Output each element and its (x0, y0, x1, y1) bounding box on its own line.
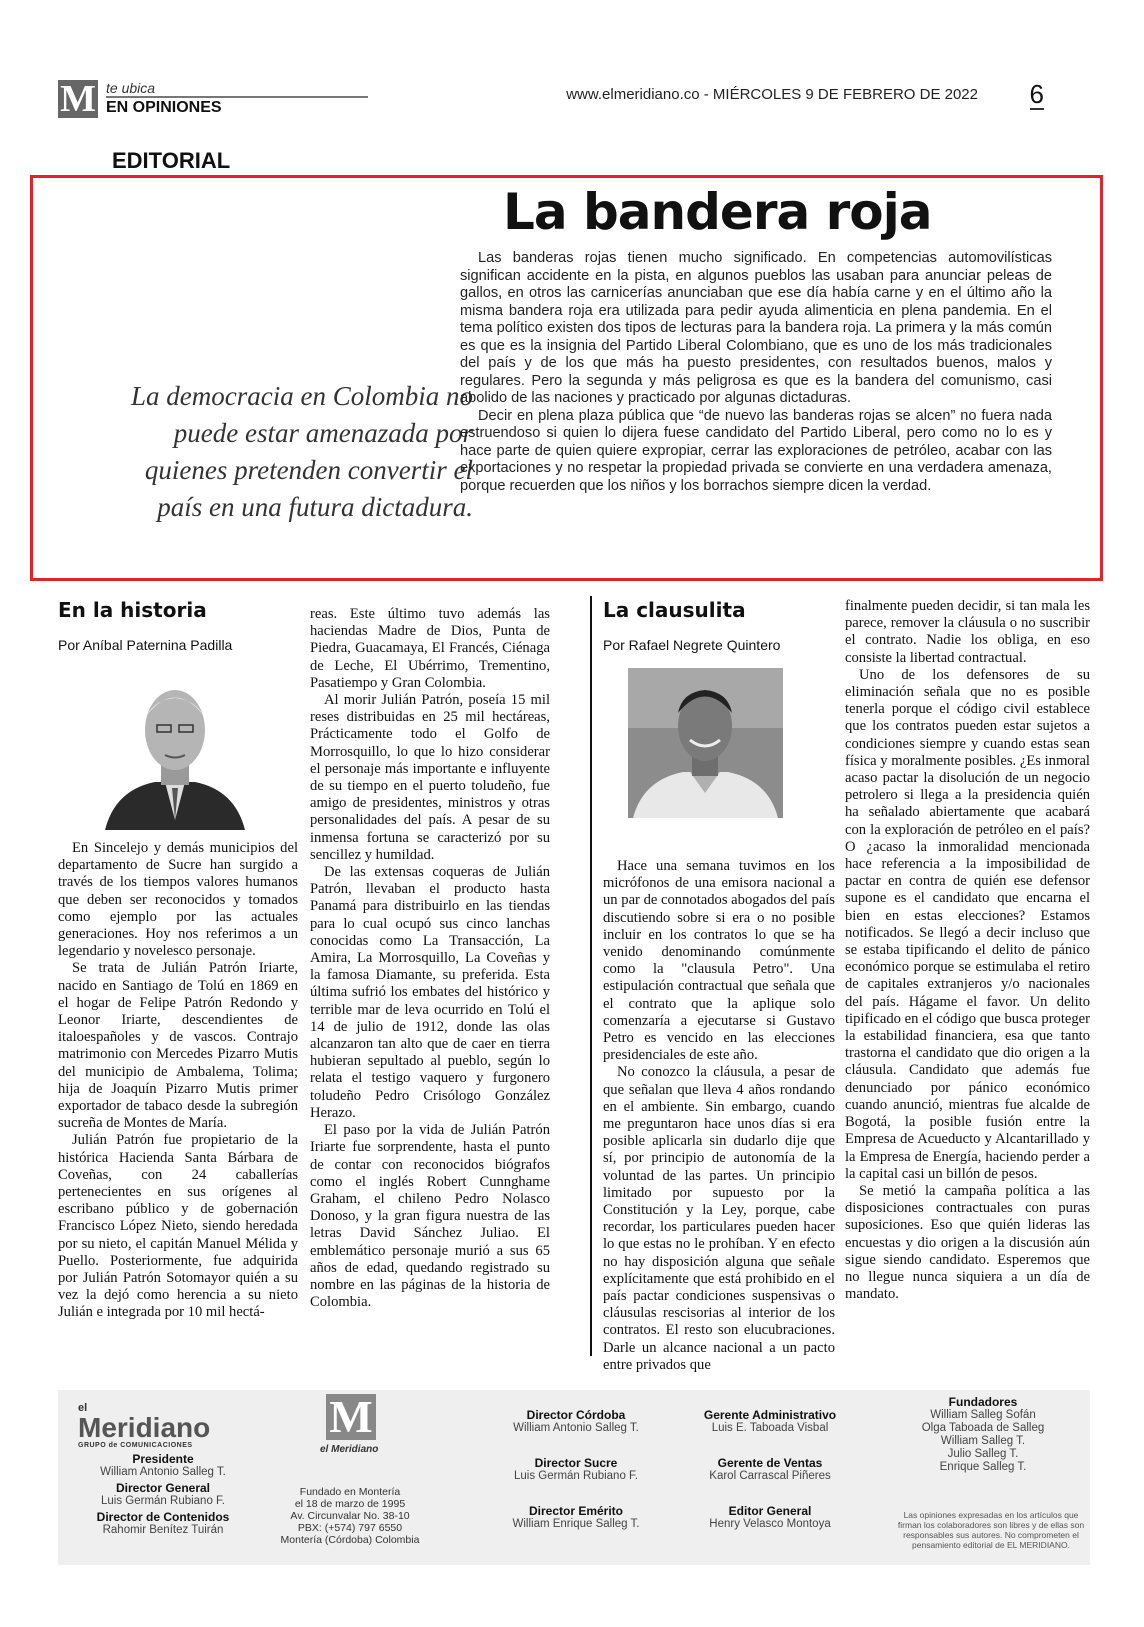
clausulita-paragraph: Se metió la campaña política a las disposiciones contractuales con puras suposiciones. Eso que quién lideras las encuestas y dio origen a la discusión aún sigue siendo candidato. Esperemos que no llegue nunca siquiera a un día de mandato. (845, 1182, 1090, 1303)
historia-paragraph: Se trata de Julián Patrón Iriarte, nacido en Santiago de Tolú en 1869 en el hogar de Felipe Patrón Redondo y Leonor Iriarte, descendientes de italoespañoles y de vascos. Contrajo matrimonio con Mercedes Pizarro Mutis del municipio de Ambalema, Tolima; hija de Joaquín Pizarro Mutis primer exportador de tabaco desde la subregión sucreña de Montes de María. (58, 960, 298, 1132)
clausulita-author-photo (628, 668, 783, 818)
founder-name: William Salleg Sofán (930, 1409, 1036, 1421)
founder-name: Julio Salleg T. (947, 1448, 1019, 1460)
historia-paragraph: El paso por la vida de Julián Patrón Iriarte fue sorprendente, hasta el punto de contar con reconocidos biógrafos como el inglés Robert Cunnghame Graham, el chileno Pedro Nolasco Donoso, y la gran figura nuestra de las letras David Sánchez Juliao. El emblemático personaje murió a sus 65 años de edad, quedando registrado su nombre en las páginas de la historia de Colombia. (310, 1122, 550, 1311)
founding-line: Av. Circunvalar No. 38-10 (290, 1510, 410, 1522)
clausulita-paragraph: finalmente pueden decidir, si tan mala les parece, remover la cláusula o no suscribir el contrato. Nadie los obliga, en eso consiste la libertad contractual. (845, 598, 1090, 666)
role-label: Gerente Administrativo (703, 1408, 837, 1422)
meridiano-logo: M (58, 80, 98, 118)
role-label: Editor General (728, 1504, 812, 1518)
editorial-pull-quote: La democracia en Colombia no puede estar amenazada por quienes pretenden convertir el país en una futura dictadura. (131, 381, 473, 522)
clausulita-column-2 (845, 598, 1090, 1303)
role-value: Luis Germán Rubiano F. (100, 1495, 225, 1507)
section-name: EN OPINIONES (106, 99, 222, 116)
historia-column-2 (310, 606, 550, 1311)
role-label: Director General (115, 1481, 211, 1495)
role-label: Presidente (132, 1452, 194, 1466)
brand-name: Meridiano (78, 1412, 211, 1443)
footer-left-roles (68, 1452, 258, 1539)
date-line: www.elmeridiano.co - MIÉRCOLES 9 DE FEBRERO DE 2022 (566, 86, 978, 103)
header-rule (106, 96, 368, 98)
role-value: Rahomir Benítez Tuirán (102, 1524, 224, 1536)
founder-name: Olga Taboada de Salleg (921, 1422, 1045, 1434)
historia-paragraph: reas. Este último tuvo además las haciendas Madre de Dios, Punta de Piedra, Guacamaya, El Francés, Ciénaga de Leche, El Ubérrimo, Trementino, Pasatiempo y Gran Colombia. (310, 606, 550, 691)
historia-title: En la historia (58, 598, 207, 622)
editorial-title: La bandera roja (503, 183, 932, 241)
founding-line: Fundado en Montería (299, 1486, 401, 1498)
historia-paragraph: Julián Patrón fue propietario de la histórica Hacienda Santa Bárbara de Coveñas, con 24 caballerías pertenecientes en sus orígenes al escribano público y de gobernación Francisco López Nieto, siendo heredada por su nieto, el capitán Manuel Mélida y Puello. Posteriormente, fue adquirida por Julián Patrón Sotomayor quién a su vez la dejó como herencia a su nieto Julián e integrada por 10 mil hectá- (58, 1132, 298, 1321)
clausulita-paragraph: No conozco la cláusula, a pesar de que señalan que lleva 4 años rondando en el ambiente. Sin embargo, cuando me preguntaron hace unos días si era posible aplicarla sin dudarlo dije que sí, por principio de autonomía de la voluntad de las partes. Un principio limitado por supuesto por la Constitución y la Ley, porque, cabe recordar, los particulares pueden hacer lo que estas no le prohíban. Y en efecto no hay disposición alguna que señale explícitamente que está prohibido en el país pactar condiciones suspensivas o cláusulas rescisorias al interior de los contratos. El resto son elucubraciones. Darle un alcance nacional a un pacto entre privados que (603, 1064, 835, 1373)
role-value: Karol Carrascal Piñeres (709, 1470, 831, 1482)
founding-line: Montería (Córdoba) Colombia (280, 1534, 420, 1546)
clausulita-paragraph: Uno de los defensores de su eliminación señala que no es posible tenerla porque el código civil establece que los contratos pueden estar sujetos a condiciones siempre y cuando estas sean física y moralmente posibles. ¿Es inmoral acaso pactar la disolución de un negocio petrolero si llega a la presidencia quién ha señalado abiertamente que acabará con la exploración de petróleo en el país? O ¿acaso la inmoralidad mencionada hace referencia a la imposibilidad de pactar en contra de quién ese defensor supone es el candidato que encarna el bien en estas elecciones? Estamos notificados. Se llegó a decir incluso que se estaba tipificando el delito de pánico económico porque se estimulaba el retiro de capitales extranjeros y/o nacionales del país. Hágame el favor. Un delito tipificado en el código que busca proteger la estabilidad financiera, esa que tanto trastorna el candidato que dio origen a la cláusula. Candidato que además fue denunciado por pánico económico cuando anunció, mientras fue alcalde de Bogotá, la posible fusión entre la Empresa de Acueducto y Alcantarillado y la Empresa de Energía, haciendo perder a la capital casi un billón de pesos. (845, 666, 1090, 1182)
clausulita-paragraph: Hace una semana tuvimos en los micrófonos de una emisora nacional a un par de connotados abogados del país discutiendo sobre si era o no posible incluir en los contratos lo que se ha venido denominando comúnmente como la "clausula Petro". Una estipulación contractual que señala que el contrato que la aplique solo comenzaría a ejecutarse si Gustavo Petro es vencido en las elecciones presidenciales de este año. (603, 858, 835, 1064)
clausulita-byline: Por Rafael Negrete Quintero (603, 637, 781, 653)
historia-column-1 (58, 840, 298, 1322)
clausulita-column-1 (603, 858, 835, 1374)
historia-paragraph: De las extensas coqueras de Julián Patrón, llevaban el producto hasta Panamá para distribuirlo en las tiendas para lo cual ocupó sus cinco lanchas conocidas como La Transacción, La Amira, La Morrosquillo, La Coveñas y la famosa Diamante, su preferida. Esta última sufrió los embates del histórico y terrible mar de leva ocurrido en Tolú el 14 de julio de 1912, donde las olas alcanzaron tan alto que de caer en tierra hubieran sepultado al pueblo, según lo relata el testigo vaquero y furgonero toludeño Pedro Crisólogo González Herazo. (310, 864, 550, 1121)
page-number: 6 (1029, 79, 1044, 109)
role-value: William Antonio Salleg T. (100, 1466, 226, 1478)
column-divider (590, 596, 592, 1356)
footer-right-roles (670, 1408, 870, 1533)
role-value: Luis E. Taboada Visbal (711, 1422, 829, 1434)
role-label: Director Emérito (528, 1504, 624, 1518)
role-label: Director Sucre (534, 1456, 618, 1470)
role-label: Gerente de Ventas (717, 1456, 823, 1470)
editorial-paragraph: Las banderas rojas tienen mucho significado. En competencias automovilísticas significan accidente en la pista, en algunos pueblos las usaban para anunciar peleas de gallos, en otros las carnicerías anunciaban que ese día había carne y en el último año la misma bandera roja era utilizada para pedir ayuda alimenticia en plena pandemia. En el tema político existen dos tipos de lecturas para la bandera roja. La primera y la más común es que es la insignia del Partido Liberal Colombiano, que es uno de los más tradicionales del país y de los que más ha puesto presidentes, con resultados buenos, malos y regulares. Pero la segunda y más peligrosa es que es la bandera del comunismo, casi abolido de las naciones y practicado por algunas dictaduras. (460, 250, 1052, 406)
founding-line: PBX: (+574) 797 6550 (297, 1522, 403, 1534)
founders-list (888, 1396, 1078, 1474)
role-value: Luis Germán Rubiano F. (513, 1470, 638, 1482)
meridiano-m-name: el Meridiano (320, 1444, 379, 1455)
founder-name: William Salleg T. (940, 1435, 1026, 1447)
role-value: William Antonio Salleg T. (513, 1422, 639, 1434)
founder-name: Enrique Salleg T. (939, 1461, 1027, 1473)
role-label: Director Córdoba (526, 1408, 626, 1422)
footer-mid-roles (476, 1408, 676, 1533)
editorial-box (30, 175, 1103, 581)
founders-label: Fundadores (948, 1395, 1018, 1409)
editorial-body (460, 250, 1052, 495)
brand-logo (78, 1402, 210, 1449)
editorial-paragraph: Decir en plena plaza pública que “de nuevo las banderas rojas se alcen” no fuera nada estruendoso si quien lo dijera fuese candidato del Partido Liberal, pero como no lo es y hace parte de quien quiere expropiar, cerrar las exploraciones de petróleo, acabar con las exportaciones y no respetar la propiedad privada se convierte en una verdadera amenaza, porque recuerden que los niños y los borrachos siempre dicen la verdad. (460, 407, 1052, 494)
page-header (58, 80, 1058, 120)
historia-paragraph: Al morir Julián Patrón, poseía 15 mil reses distribuidas en 25 mil hectáreas, Prácticamente todo el Golfo de Morrosquillo, lo que lo hizo considerar el personaje más importante e influyente de su tiempo en el puerto toludeño, fue amigo de presidentes, ministros y otras personalidades del país. A pesar de su inmensa fortuna se caracterizó por su sencillez y humildad. (310, 692, 550, 863)
brand-el: el (78, 1402, 88, 1414)
editorial-label: EDITORIAL (112, 148, 231, 173)
historia-paragraph: En Sincelejo y demás municipios del departamento de Sucre han surgido a través de los tiempos valores humanos que deben ser reconocidos y tomados como ejemplo por las actuales generaciones. Hoy nos referimos a un legendario y novelesco personaje. (58, 840, 298, 960)
historia-byline: Por Aníbal Paternina Padilla (58, 637, 233, 653)
opinion-disclaimer: Las opiniones expresadas en los artículos que firman los colaboradores son libres y de ellas son responsables sus autores. No comprometen el pensamiento editorial de EL MERIDIANO. (897, 1510, 1085, 1550)
te-ubica-label: te ubica (106, 80, 156, 96)
masthead-footer (58, 1390, 1090, 1565)
historia-author-photo (95, 670, 255, 830)
meridiano-m-logo: M (326, 1394, 376, 1440)
founding-line: el 18 de marzo de 1995 (294, 1498, 406, 1510)
founding-info (280, 1486, 420, 1546)
role-value: William Enrique Salleg T. (512, 1518, 640, 1530)
brand-subtitle: GRUPO de COMUNICACIONES (78, 1442, 193, 1449)
role-label: Director de Contenidos (96, 1510, 230, 1524)
clausulita-title: La clausulita (603, 598, 746, 622)
role-value: Henry Velasco Montoya (709, 1518, 831, 1530)
